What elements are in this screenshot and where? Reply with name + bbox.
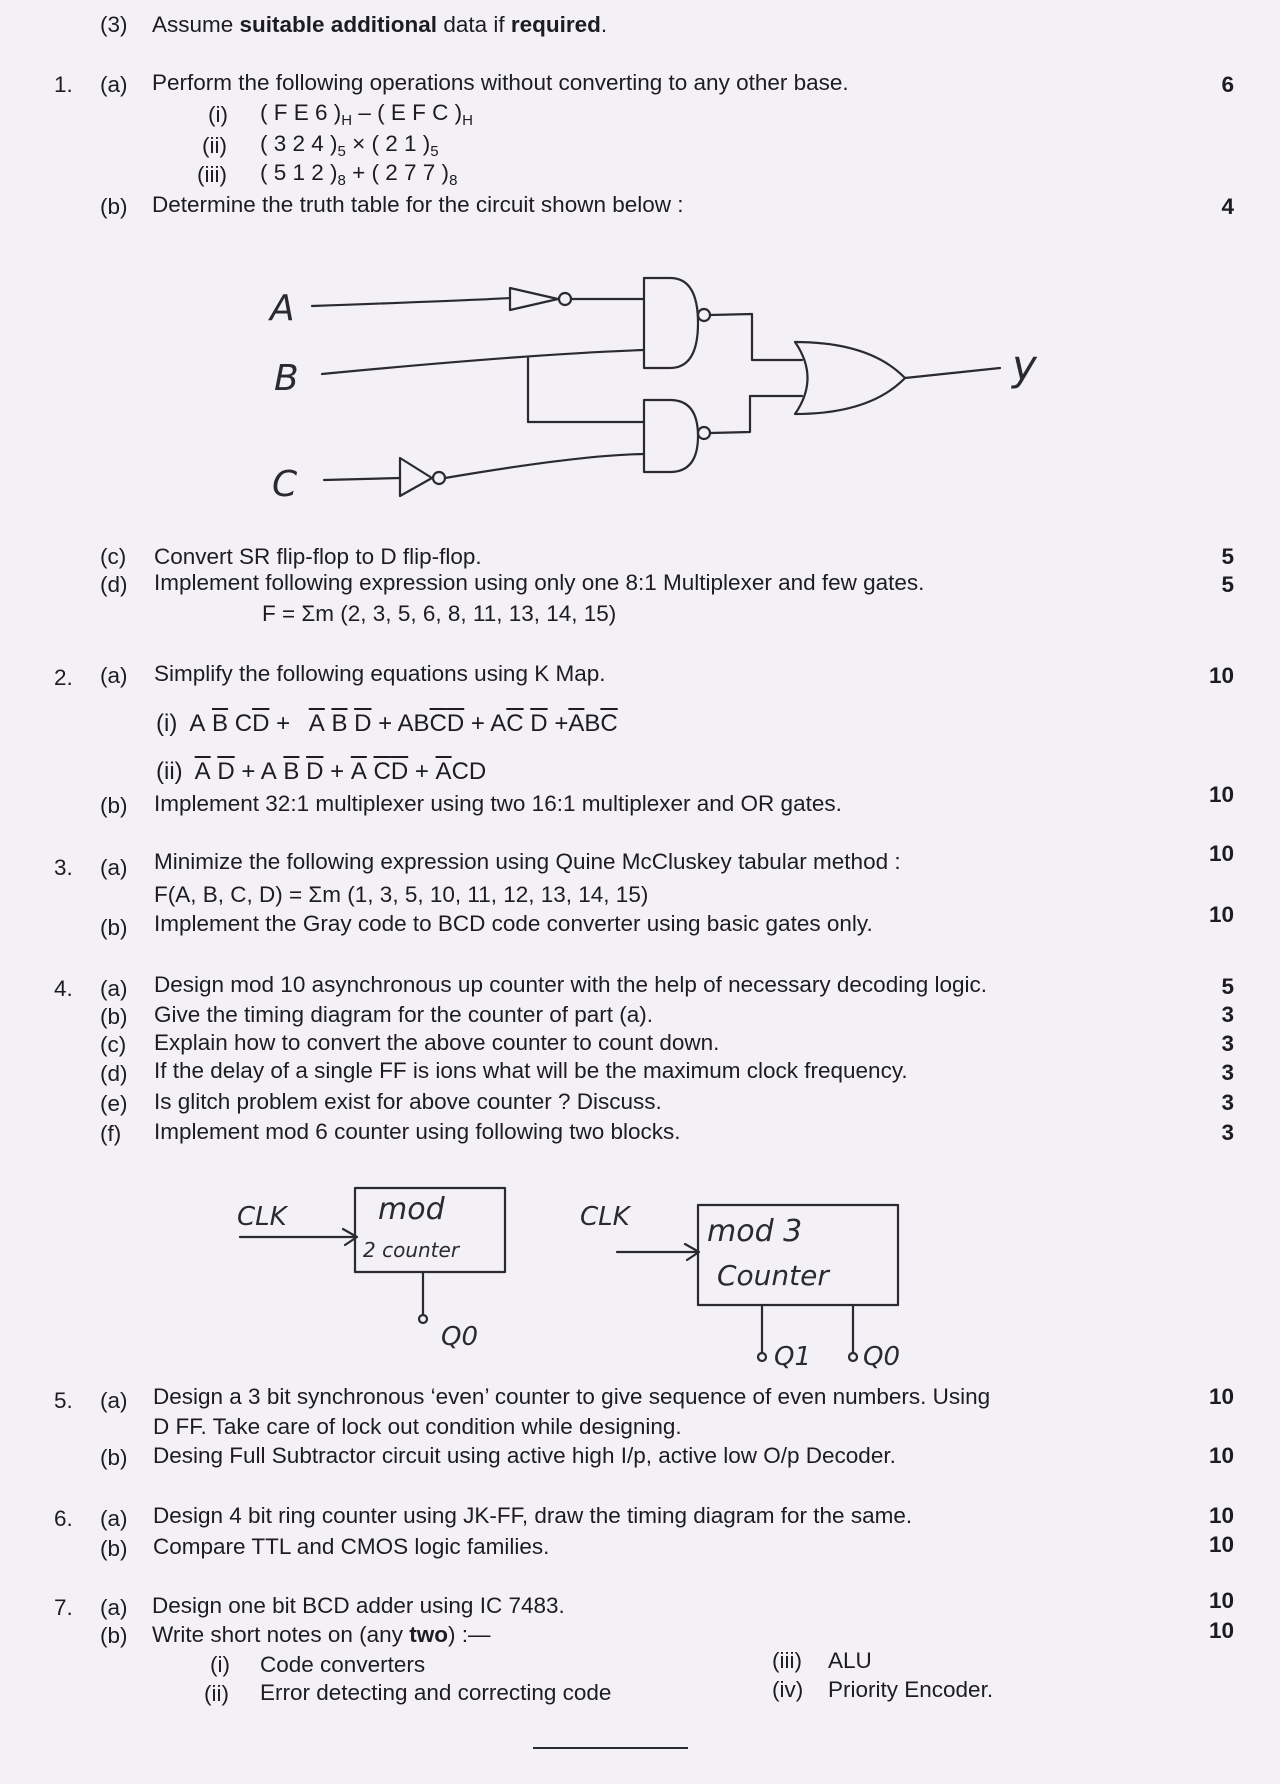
q4e-marks: 3 (1221, 1090, 1234, 1115)
counter-blocks-diagram (225, 1175, 925, 1375)
mod2-title-line2: 2 counter (363, 1238, 460, 1262)
q1a-i-label: (i) (208, 102, 228, 127)
q7a-marks: 10 (1208, 1588, 1234, 1613)
question-2-number: 2. (54, 665, 73, 690)
q4a-label: (a) (100, 976, 128, 1001)
output-y-label: y (1012, 341, 1037, 390)
or-gate (795, 342, 905, 414)
q3b-text: Implement the Gray code to BCD code converter using basic gates only. (154, 911, 873, 936)
q3b-marks: 10 (1208, 902, 1234, 927)
q7b-note-ii-text: Error detecting and correcting code (260, 1680, 612, 1705)
q4b-label: (b) (100, 1004, 128, 1029)
q4f-marks: 3 (1221, 1120, 1234, 1145)
q7b-label: (b) (100, 1623, 128, 1648)
q4c-label: (c) (100, 1032, 127, 1057)
mod3-title-line2: Counter (717, 1259, 829, 1292)
q1b-label: (b) (100, 194, 128, 219)
q7b-note-iv-label: (iv) (772, 1677, 804, 1702)
q1a-label: (a) (100, 72, 128, 97)
q1a-ii-label: (ii) (202, 133, 227, 158)
q1a-text: Perform the following operations without converting to any other base. (152, 70, 849, 95)
q1d-marks: 5 (1221, 572, 1234, 597)
wire-c (324, 478, 400, 480)
not-gate-a (510, 288, 558, 310)
mod2-output-label: Q0 (441, 1322, 479, 1352)
q1d-label: (d) (100, 572, 128, 597)
q2a-i-expression: (i) A $\overline{B}$ $C\overline{D}$ + $\overline{A}$ $\overline{B}$ $\overline{D} + AB\overline{C}\overline{D} + A\overline{C}$ $\overline{D} +\overline{A}B\overline{C}$ (156, 710, 618, 737)
q3a-expression: F(A, B, C, D) = Σm (1, 3, 5, 10, 11, 12, 13, 14, 15) (154, 882, 649, 907)
wire-a (312, 298, 510, 306)
q5b-text: Desing Full Subtractor circuit using active high I/p, active low O/p Decoder. (153, 1443, 896, 1468)
q7b-note-i-text: Code converters (260, 1652, 426, 1677)
q5a-text-line2: D FF. Take care of lock out condition while designing. (153, 1414, 682, 1439)
q1b-text: Determine the truth table for the circuit shown below : (152, 192, 684, 217)
q5a-marks: 10 (1208, 1384, 1234, 1409)
q7b-marks: 10 (1208, 1618, 1234, 1643)
not-bubble-a (559, 293, 571, 305)
q7b-note-iii-text: ALU (828, 1648, 872, 1673)
q7b-note-iii-label: (iii) (772, 1648, 802, 1673)
q4b-marks: 3 (1221, 1002, 1234, 1027)
q4d-marks: 3 (1221, 1060, 1234, 1085)
q2b-marks: 10 (1208, 782, 1234, 807)
q2b-text: Implement 32:1 multiplexer using two 16:1 multiplexer and OR gates. (154, 791, 842, 816)
q6a-label: (a) (100, 1506, 128, 1531)
input-c-label: C (272, 464, 298, 505)
instruction-text: Assume suitable additional data if required. (152, 12, 608, 37)
q1d-text: Implement following expression using only one 8:1 Multiplexer and few gates. (154, 570, 925, 595)
not-bubble-c (433, 472, 445, 484)
question-1-number: 1. (54, 72, 73, 97)
input-a-label: A (270, 288, 295, 329)
mod3-output-q0-label: Q0 (863, 1342, 901, 1372)
q6b-marks: 10 (1208, 1532, 1234, 1557)
and-gate-2 (644, 400, 698, 472)
question-5-number: 5. (54, 1388, 73, 1413)
q2a-label: (a) (100, 663, 128, 688)
instruction-number: (3) (100, 12, 128, 37)
q1a-iii-expr: ( 5 1 2 )$_8$ + ( 2 7 7 )$_8$ (260, 160, 458, 189)
q1d-expression: F = Σm (2, 3, 5, 6, 8, 11, 13, 14, 15) (262, 601, 617, 626)
q4c-marks: 3 (1221, 1031, 1234, 1056)
q6b-label: (b) (100, 1536, 128, 1561)
question-4-number: 4. (54, 976, 73, 1001)
q1a-i-expr: ( F E 6 )$_H$ – ( E F C )$_H$ (260, 100, 473, 129)
question-7-number: 7. (54, 1595, 73, 1620)
q1a-marks: 6 (1221, 72, 1234, 97)
q6b-text: Compare TTL and CMOS logic families. (153, 1534, 550, 1559)
q1c-label: (c) (100, 544, 127, 569)
mod3-clk-label: CLK (580, 1202, 630, 1232)
q4b-text: Give the timing diagram for the counter of part (a). (154, 1002, 653, 1027)
q7b-note-iv-text: Priority Encoder. (828, 1677, 994, 1702)
q3a-text: Minimize the following expression using Quine McCluskey tabular method : (154, 849, 901, 874)
mod2-title-line1: mod (378, 1192, 445, 1227)
q7b-note-i-label: (i) (210, 1652, 230, 1677)
q3b-label: (b) (100, 915, 128, 940)
q2a-text: Simplify the following equations using K Map. (154, 661, 606, 686)
q7a-text: Design one bit BCD adder using IC 7483. (152, 1593, 565, 1618)
end-rule (533, 1747, 688, 1749)
input-b-label: B (274, 358, 299, 399)
q5b-label: (b) (100, 1445, 128, 1470)
mod3-title-line1: mod 3 (707, 1214, 803, 1249)
q4f-label: (f) (100, 1121, 122, 1146)
q5a-label: (a) (100, 1388, 128, 1413)
mod3-clk-arrow (617, 1244, 699, 1260)
q4e-label: (e) (100, 1091, 128, 1116)
q5a-text-line1: Design a 3 bit synchronous ‘even’ counter to give sequence of even numbers. Using (153, 1384, 991, 1409)
q4e-text: Is glitch problem exist for above counter ? Discuss. (154, 1089, 662, 1114)
q7b-text: Write short notes on (any two) :— (152, 1622, 491, 1647)
q4a-text: Design mod 10 asynchronous up counter with the help of necessary decoding logic. (154, 972, 988, 997)
q2a-ii-expression: (ii) $\overline{A}$ $\overline{D} + A$ $\overline{B}$ $\overline{D} + \overline{A}$ $\overline{C}\overline{D} + \overline{A}CD$ (156, 758, 487, 785)
q5b-marks: 10 (1208, 1443, 1234, 1468)
wire-b (322, 350, 644, 374)
question-6-number: 6. (54, 1506, 73, 1531)
q1c-text: Convert SR flip-flop to D flip-flop. (154, 544, 482, 569)
q1a-ii-expr: ( 3 2 4 )$_5$ × ( 2 1 )$_5$ (260, 131, 439, 160)
q2b-label: (b) (100, 793, 128, 818)
mod3-output-q1-label: Q1 (774, 1342, 812, 1372)
q4c-text: Explain how to convert the above counter to count down. (154, 1030, 720, 1055)
q4d-text: If the delay of a single FF is ions what will be the maximum clock frequency. (154, 1058, 908, 1083)
q7a-label: (a) (100, 1595, 128, 1620)
q4a-marks: 5 (1221, 974, 1234, 999)
q4d-label: (d) (100, 1061, 128, 1086)
mod2-clk-label: CLK (237, 1202, 287, 1232)
q1b-marks: 4 (1221, 194, 1234, 219)
and-gate-1 (644, 278, 698, 368)
question-3-number: 3. (54, 855, 73, 880)
q4f-text: Implement mod 6 counter using following two blocks. (154, 1119, 681, 1144)
q7b-note-ii-label: (ii) (204, 1681, 229, 1706)
logic-circuit-diagram (230, 250, 1050, 520)
q1c-marks: 5 (1221, 544, 1234, 569)
q3a-marks: 10 (1208, 841, 1234, 866)
q2a-marks: 10 (1208, 663, 1234, 688)
q6a-text: Design 4 bit ring counter using JK-FF, draw the timing diagram for the same. (153, 1503, 913, 1528)
not-gate-c (400, 458, 432, 496)
q6a-marks: 10 (1208, 1503, 1234, 1528)
q1a-iii-label: (iii) (197, 162, 227, 187)
q3a-label: (a) (100, 855, 128, 880)
